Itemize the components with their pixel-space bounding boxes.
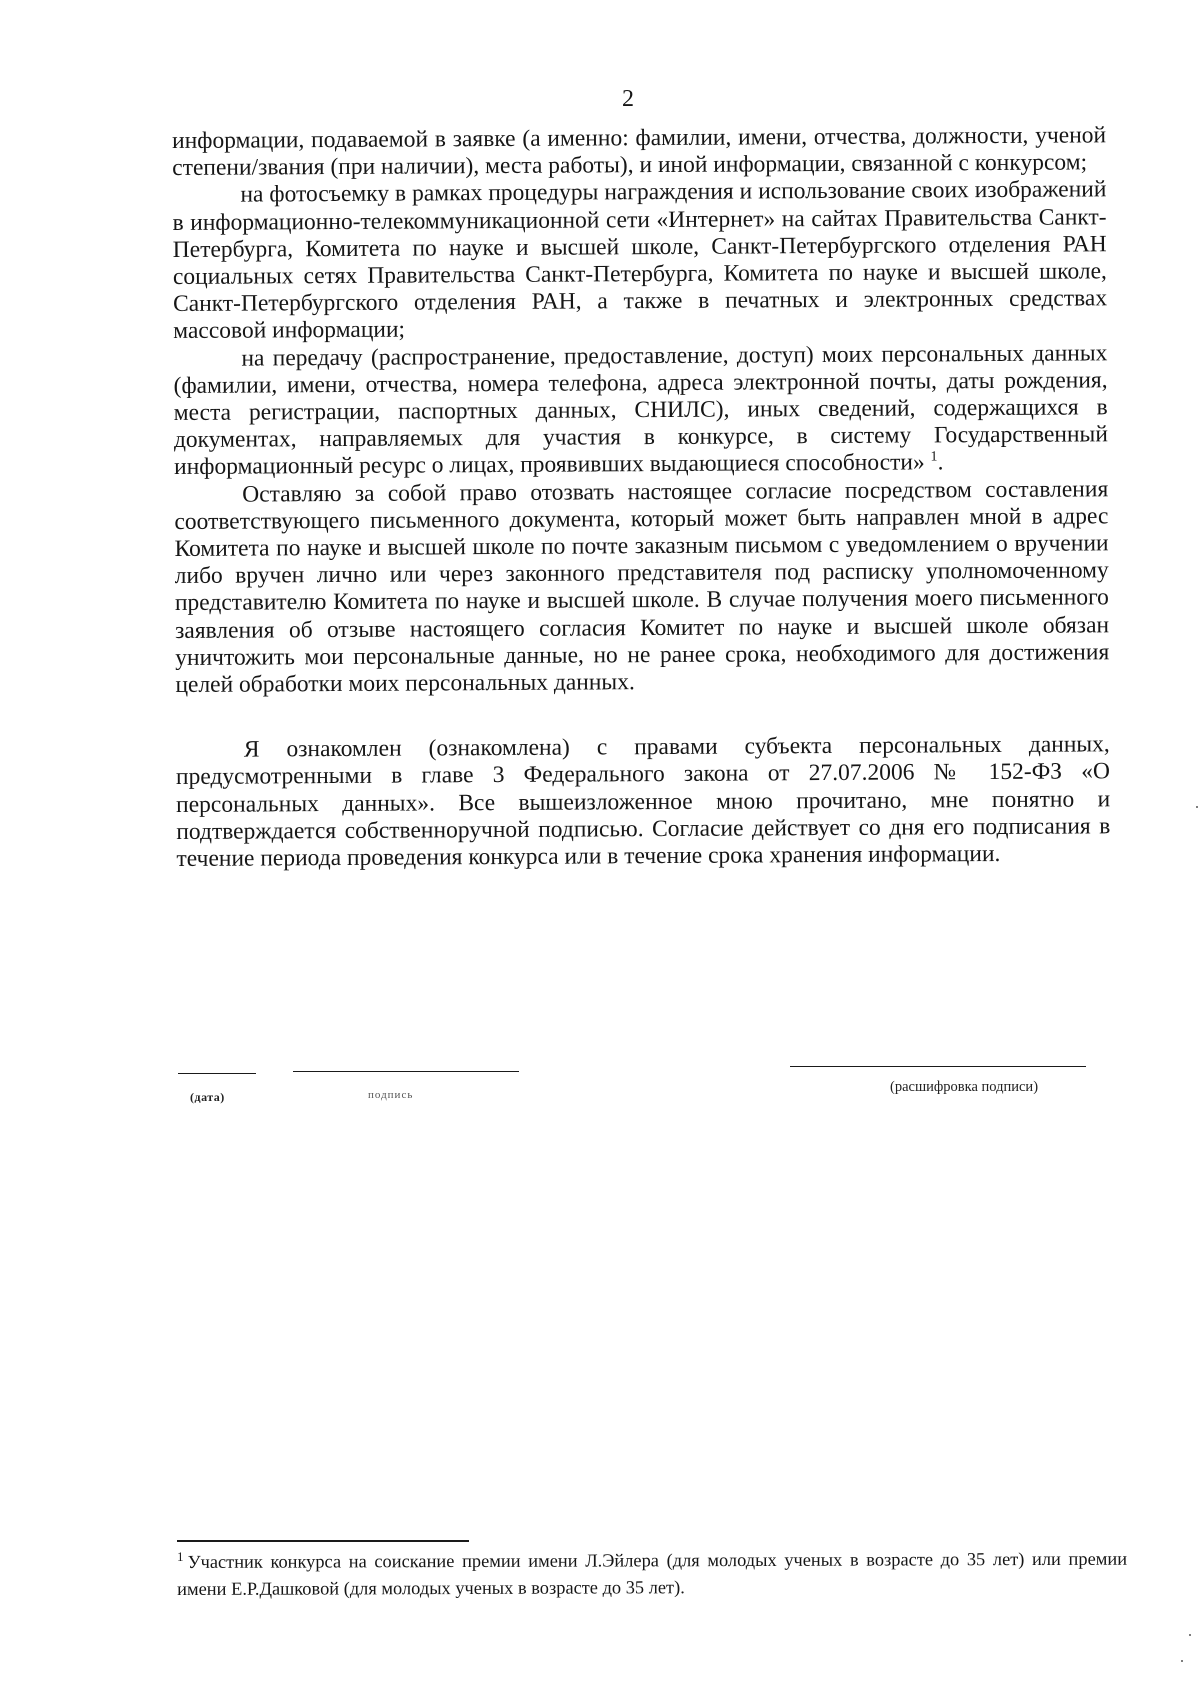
footnote-reference: 1 bbox=[930, 449, 938, 465]
signature-label: подпись bbox=[368, 1089, 414, 1101]
paragraph-acknowledgement: Я ознакомлен (ознакомлена) с правами субъекта персональных данных, предусмотренными в главе 3 Федерального закона от 27.07.2006 № 152-ФЗ «О персональных данных». Все вышеизложенное мною прочитано, мне понятно и подтверждается собственноручной подписью. Согласие действует со дня его подписания в течение периода проведения конкурса или в течение срока хранения информации. bbox=[175, 731, 1111, 873]
scan-speck bbox=[1189, 1634, 1191, 1636]
date-line bbox=[178, 1073, 256, 1074]
consent-body bbox=[172, 122, 1111, 873]
paragraph-transfer-text: на передачу (распространение, предоставление, доступ) моих персональных данных (фамилии, имени, отчества, номера телефона, адреса электронной почты, даты рождения, места регистрации, паспортных данных, СНИЛС), иных сведений, содержащихся в документах, направляемых для участия в конкурсе, в систему Государственный информационный ресурс о лицах, проявивших выдающиеся способности» bbox=[173, 339, 1108, 481]
footnote bbox=[177, 1546, 1127, 1603]
footnote-text: Участник конкурса на соискание премии имени Л.Эйлера (для молодых ученых в возрасте до 35 лет) или премии имени Е.Р.Дашковой (для молодых ученых в возрасте до 35 лет). bbox=[177, 1548, 1128, 1599]
signature-decode-line bbox=[790, 1066, 1086, 1067]
paragraph-gap bbox=[175, 694, 1109, 738]
footnote-reference-suffix: . bbox=[937, 449, 944, 476]
paragraph-photo-consent: на фотосъемку в рамках процедуры награждения и использование своих изображений в информационно-телекоммуникационной сети «Интернет» на сайтах Правительства Санкт-Петербурга, Комитета по науке и высшей школе, Санкт-Петербургского отделения РАН социальных сетях Правительства Санкт-Петербурга, Комитета по науке и высшей школе, Санкт-Петербургского отделения РАН, а также в печатных и электронных средствах массовой информации; bbox=[172, 176, 1108, 345]
scan-speck bbox=[1196, 806, 1198, 808]
page-number: 2 bbox=[622, 86, 634, 112]
scan-speck bbox=[1181, 1660, 1183, 1662]
paragraph-withdrawal-right: Оставляю за собой право отозвать настоящее согласие посредством составления соответствующего письменного документа, который может быть направлен мной в адрес Комитета по науке и высшей школе по почте заказным письмом с уведомлением о вручении либо вручен лично или через законного представителя под расписку уполномоченному представителю Комитета по науке и высшей школе. В случае получения моего письменного заявления об отзыве настоящего согласия Комитет по науке и высшей школе обязан уничтожить мои персональные данные, но не ранее срока, необходимого для достижения целей обработки моих персональных данных. bbox=[174, 475, 1110, 699]
signature-decode-label: (расшифровка подписи) bbox=[890, 1079, 1039, 1095]
date-label: (дата) bbox=[190, 1090, 225, 1104]
footnote-mark: 1 bbox=[176, 1548, 184, 1564]
signature-line bbox=[293, 1071, 519, 1072]
paragraph-info-continuation: информации, подаваемой в заявке (а именно: фамилии, имени, отчества, должности, ученой степени/звания (при наличии), места работы), и иной информации, связанной с конкурсом; bbox=[172, 122, 1107, 182]
footnote-separator bbox=[177, 1540, 469, 1542]
paragraph-transfer-consent bbox=[173, 340, 1108, 482]
